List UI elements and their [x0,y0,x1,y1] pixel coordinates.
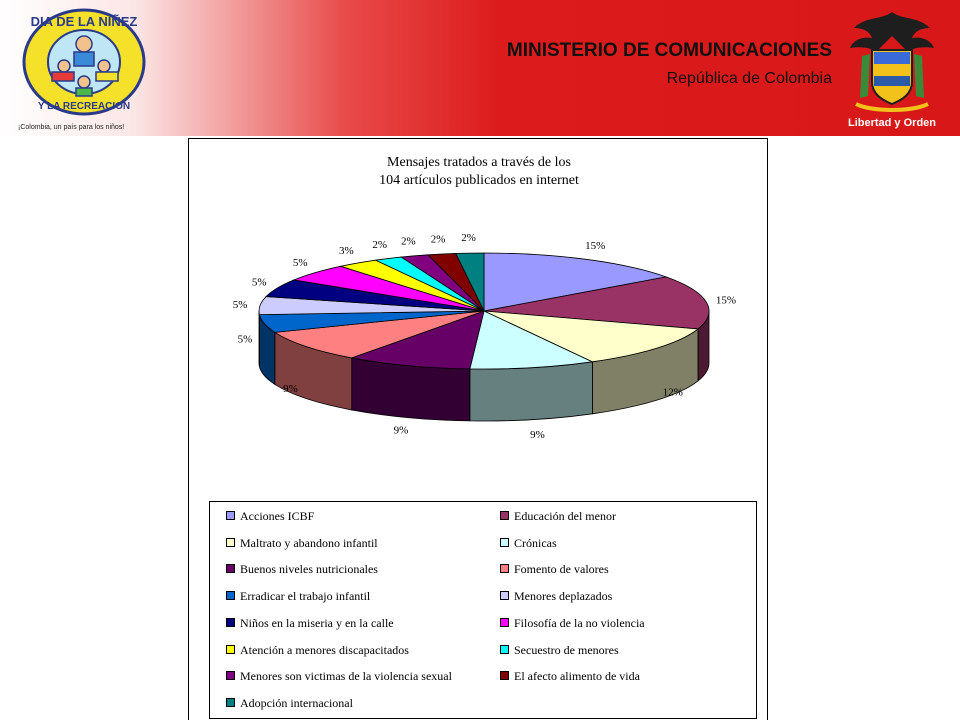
pie-data-label-4: 9% [530,428,545,441]
logo-tagline: ¡Colombia, un país para los niños! [18,124,125,131]
legend-swatch-3 [226,538,235,547]
legend-item-3 [226,535,378,551]
legend-label-8: Menores deplazados [514,589,613,604]
logo-text-bottom: Y LA RECREACION [37,101,131,112]
legend-swatch-7 [226,591,235,600]
pie-data-label-3: 12% [662,386,683,399]
legend-item-11 [226,642,409,658]
legend-item-12 [500,642,619,658]
legend-label-4: Crónicas [514,535,557,550]
legend-label-5: Buenos niveles nutricionales [240,562,378,577]
legend-label-13: Menores son victimas de la violencia sexual [240,669,452,684]
legend-swatch-12 [500,645,509,654]
legend-label-11: Atención a menores discapacitados [240,642,409,657]
chart-area [188,138,768,720]
legend-swatch-2 [500,511,509,520]
pie-data-label-5: 9% [393,424,409,437]
legend-item-4 [500,535,557,551]
legend-label-15: Adopción internacional [240,695,353,710]
pie-data-label-9: 5% [251,276,267,289]
legend-label-3: Maltrato y abandono infantil [240,535,378,550]
legend-item-5 [226,561,378,577]
legend-swatch-6 [500,564,509,573]
pie-chart [189,139,769,499]
legend-swatch-8 [500,591,509,600]
legend-label-1: Acciones ICBF [240,509,315,523]
ministry-title: MINISTERIO DE COMUNICACIONES [506,40,832,61]
pie-data-label-15: 2% [461,232,476,245]
legend-label-7: Erradicar el trabajo infantil [240,589,371,604]
legend-item-1 [226,508,314,524]
legend-item-14 [500,668,640,684]
legend-item-7 [226,588,370,604]
legend-swatch-5 [226,564,235,573]
chart-title-line2: 104 artículos publicados en internet [379,173,579,188]
legend-swatch-11 [226,645,235,654]
legend-label-2: Educación del menor [514,509,616,523]
chart-title-line1: Mensajes tratados a través de los [387,155,571,170]
pie-data-label-1: 15% [585,240,606,253]
pie-data-label-12: 2% [372,239,388,252]
legend-swatch-4 [500,538,509,547]
pie-data-label-6: 9% [283,383,298,396]
legend-label-12: Secuestro de menores [514,642,619,657]
pie-data-label-10: 5% [292,257,308,270]
pie-data-label-13: 2% [400,235,416,248]
pie-slice-side-4 [470,362,593,421]
legend-label-10: Filosofía de la no violencia [514,615,645,630]
legend-label-14: El afecto alimento de vida [514,669,640,684]
pie-data-label-8: 5% [232,299,248,312]
header-banner [0,0,960,136]
logo-text-top: DIA DE LA NIÑEZ [30,14,138,29]
legend-label-9: Niños en la miseria y en la calle [240,615,394,630]
legend-swatch-9 [226,618,235,627]
crest-motto: Libertad y Orden [847,117,937,129]
dia-de-la-ninez-logo [16,6,166,132]
legend-item-6 [500,561,609,577]
ministry-subtitle: República de Colombia [666,70,832,87]
legend-swatch-10 [500,618,509,627]
legend-item-13 [226,668,452,684]
legend-swatch-15 [226,698,235,707]
pie-data-label-11: 3% [338,244,354,257]
pie-data-label-14: 2% [430,233,446,246]
legend-swatch-14 [500,671,509,680]
legend-item-15 [226,695,353,711]
chart-legend [209,501,757,719]
pie-data-label-7: 5% [237,333,253,346]
legend-item-2 [500,508,616,524]
legend-swatch-1 [226,511,235,520]
legend-swatch-13 [226,671,235,680]
legend-item-10 [500,615,645,631]
legend-label-6: Fomento de valores [514,562,609,577]
pie-data-label-2: 15% [715,294,737,307]
colombia-crest-icon [842,6,942,132]
legend-item-8 [500,588,612,604]
legend-item-9 [226,615,394,631]
